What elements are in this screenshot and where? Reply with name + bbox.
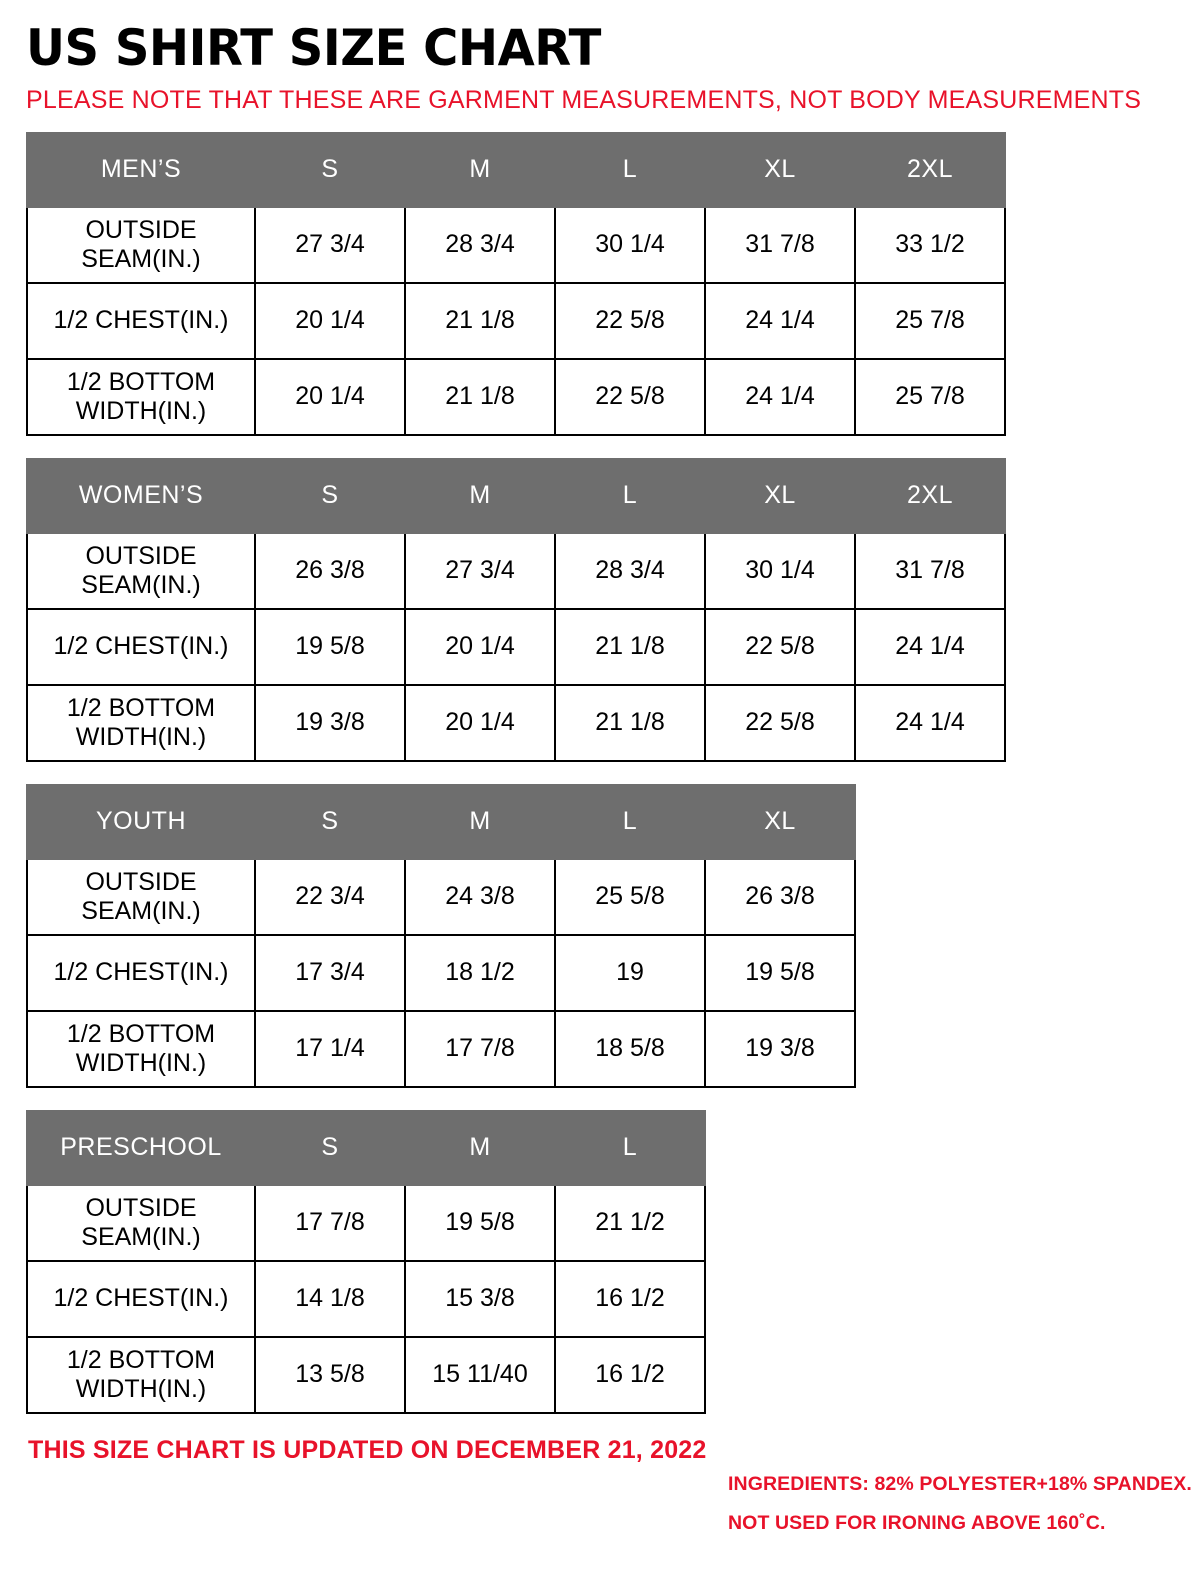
cell-value: 20 1/4 [405, 609, 555, 685]
cell-value: 26 3/8 [255, 533, 405, 609]
header-size-s: S [255, 459, 405, 533]
cell-value: 24 1/4 [855, 685, 1005, 761]
row-label: 1/2 CHEST(IN.) [27, 1261, 255, 1337]
table-header-row [27, 785, 855, 859]
table-header-row [27, 133, 1005, 207]
cell-value: 27 3/4 [405, 533, 555, 609]
ingredients-line-1: INGREDIENTS: 82% POLYESTER+18% SPANDEX. [728, 1472, 1192, 1495]
cell-value: 18 5/8 [555, 1011, 705, 1087]
cell-value: 17 1/4 [255, 1011, 405, 1087]
header-category: WOMEN’S [27, 459, 255, 533]
table-row [27, 1261, 705, 1337]
cell-value: 20 1/4 [255, 359, 405, 435]
cell-value: 25 5/8 [555, 859, 705, 935]
cell-value: 16 1/2 [555, 1261, 705, 1337]
row-label: 1/2 BOTTOM WIDTH(IN.) [27, 1011, 255, 1087]
measurement-note: PLEASE NOTE THAT THESE ARE GARMENT MEASUREMENTS, NOT BODY MEASUREMENTS [26, 85, 1142, 114]
header-size-s: S [255, 1111, 405, 1185]
table-row [27, 685, 1005, 761]
header-size-l: L [555, 1111, 705, 1185]
row-label: OUTSIDE SEAM(IN.) [27, 207, 255, 283]
cell-value: 13 5/8 [255, 1337, 405, 1413]
header-size-l: L [555, 133, 705, 207]
header-size-xl: XL [705, 133, 855, 207]
cell-value: 20 1/4 [405, 685, 555, 761]
cell-value: 30 1/4 [705, 533, 855, 609]
cell-value: 22 5/8 [555, 283, 705, 359]
header-size-xl: XL [705, 459, 855, 533]
header-size-l: L [555, 459, 705, 533]
cell-value: 19 3/8 [705, 1011, 855, 1087]
cell-value: 18 1/2 [405, 935, 555, 1011]
table-header-row [27, 459, 1005, 533]
cell-value: 19 5/8 [255, 609, 405, 685]
table-mens [26, 132, 1006, 436]
cell-value: 24 3/8 [405, 859, 555, 935]
cell-value: 22 5/8 [555, 359, 705, 435]
ingredients-line-2: NOT USED FOR IRONING ABOVE 160˚C. [728, 1511, 1106, 1534]
cell-value: 24 1/4 [705, 359, 855, 435]
cell-value: 28 3/4 [555, 533, 705, 609]
cell-value: 17 7/8 [255, 1185, 405, 1261]
update-footer: THIS SIZE CHART IS UPDATED ON DECEMBER 21, 2022 [28, 1435, 707, 1464]
cell-value: 14 1/8 [255, 1261, 405, 1337]
cell-value: 19 [555, 935, 705, 1011]
row-label: 1/2 CHEST(IN.) [27, 935, 255, 1011]
cell-value: 26 3/8 [705, 859, 855, 935]
cell-value: 15 11/40 [405, 1337, 555, 1413]
cell-value: 22 5/8 [705, 609, 855, 685]
header-size-2xl: 2XL [855, 133, 1005, 207]
table-row [27, 1011, 855, 1087]
header-size-xl: XL [705, 785, 855, 859]
cell-value: 31 7/8 [705, 207, 855, 283]
header-size-s: S [255, 133, 405, 207]
table-row [27, 859, 855, 935]
table-womens [26, 458, 1006, 762]
header-size-s: S [255, 785, 405, 859]
cell-value: 16 1/2 [555, 1337, 705, 1413]
header-size-m: M [405, 133, 555, 207]
cell-value: 28 3/4 [405, 207, 555, 283]
header-size-m: M [405, 1111, 555, 1185]
table-row [27, 1337, 705, 1413]
cell-value: 25 7/8 [855, 359, 1005, 435]
header-category: MEN’S [27, 133, 255, 207]
row-label: 1/2 BOTTOM WIDTH(IN.) [27, 359, 255, 435]
cell-value: 33 1/2 [855, 207, 1005, 283]
row-label: 1/2 BOTTOM WIDTH(IN.) [27, 685, 255, 761]
table-preschool [26, 1110, 706, 1414]
row-label: 1/2 BOTTOM WIDTH(IN.) [27, 1337, 255, 1413]
cell-value: 21 1/8 [405, 359, 555, 435]
cell-value: 17 3/4 [255, 935, 405, 1011]
cell-value: 31 7/8 [855, 533, 1005, 609]
cell-value: 24 1/4 [705, 283, 855, 359]
row-label: OUTSIDE SEAM(IN.) [27, 859, 255, 935]
table-row [27, 1185, 705, 1261]
table-youth [26, 784, 856, 1088]
cell-value: 17 7/8 [405, 1011, 555, 1087]
cell-value: 15 3/8 [405, 1261, 555, 1337]
cell-value: 20 1/4 [255, 283, 405, 359]
row-label: 1/2 CHEST(IN.) [27, 283, 255, 359]
header-category: YOUTH [27, 785, 255, 859]
row-label: OUTSIDE SEAM(IN.) [27, 1185, 255, 1261]
cell-value: 21 1/8 [555, 609, 705, 685]
header-size-m: M [405, 459, 555, 533]
cell-value: 22 5/8 [705, 685, 855, 761]
row-label: 1/2 CHEST(IN.) [27, 609, 255, 685]
table-row [27, 609, 1005, 685]
ingredients-note [728, 1465, 1192, 1543]
cell-value: 25 7/8 [855, 283, 1005, 359]
header-size-m: M [405, 785, 555, 859]
table-row [27, 207, 1005, 283]
table-row [27, 935, 855, 1011]
table-row [27, 283, 1005, 359]
cell-value: 21 1/2 [555, 1185, 705, 1261]
header-category: PRESCHOOL [27, 1111, 255, 1185]
cell-value: 19 5/8 [405, 1185, 555, 1261]
cell-value: 21 1/8 [555, 685, 705, 761]
page-title: US SHIRT SIZE CHART [26, 19, 601, 77]
cell-value: 21 1/8 [405, 283, 555, 359]
row-label: OUTSIDE SEAM(IN.) [27, 533, 255, 609]
cell-value: 19 3/8 [255, 685, 405, 761]
cell-value: 19 5/8 [705, 935, 855, 1011]
cell-value: 22 3/4 [255, 859, 405, 935]
cell-value: 24 1/4 [855, 609, 1005, 685]
cell-value: 27 3/4 [255, 207, 405, 283]
table-row [27, 533, 1005, 609]
header-size-l: L [555, 785, 705, 859]
table-row [27, 359, 1005, 435]
table-header-row [27, 1111, 705, 1185]
header-size-2xl: 2XL [855, 459, 1005, 533]
cell-value: 30 1/4 [555, 207, 705, 283]
